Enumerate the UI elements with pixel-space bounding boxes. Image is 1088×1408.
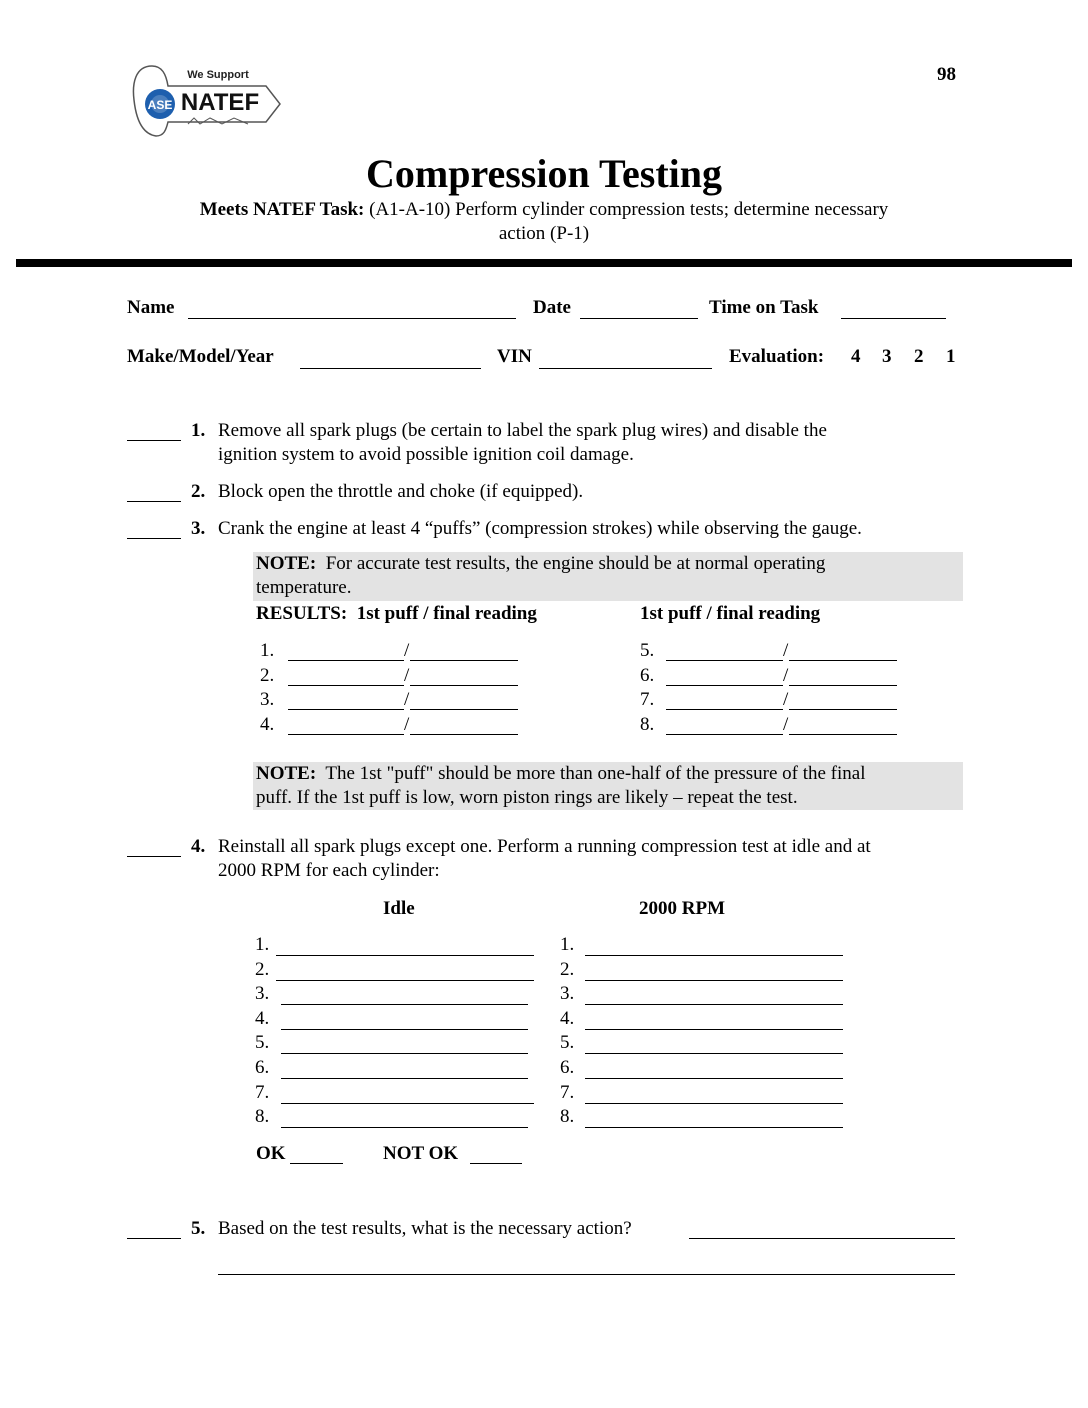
make-model-year-field[interactable] bbox=[300, 350, 481, 369]
cylinder-2-label: 2. bbox=[260, 665, 275, 686]
cylinder-5-first-puff-field[interactable] bbox=[666, 644, 783, 661]
rpm-cylinder-1-label: 1. bbox=[560, 934, 575, 955]
cylinder-7-separator: / bbox=[783, 689, 789, 710]
idle-cylinder-3-label: 3. bbox=[255, 983, 270, 1004]
cylinder-6-first-puff-field[interactable] bbox=[666, 669, 783, 686]
cylinder-4-final-reading-field[interactable] bbox=[410, 718, 518, 735]
svg-text:We Support: We Support bbox=[187, 69, 249, 81]
results-right-header: 1st puff / final reading bbox=[640, 603, 821, 624]
page-number: 98 bbox=[937, 64, 956, 85]
cylinder-8-separator: / bbox=[783, 714, 789, 735]
rpm-cylinder-3-field[interactable] bbox=[585, 988, 843, 1005]
cylinder-8-first-puff-field[interactable] bbox=[666, 718, 783, 735]
rpm-cylinder-7-field[interactable] bbox=[585, 1087, 843, 1104]
idle-cylinder-4-label: 4. bbox=[255, 1008, 270, 1029]
note-1-line1: For accurate test results, the engine should be at normal operating bbox=[325, 553, 826, 574]
step-4-text bbox=[218, 835, 871, 883]
idle-cylinder-5-label: 5. bbox=[255, 1032, 270, 1053]
cylinder-4-label: 4. bbox=[260, 714, 275, 735]
rpm-cylinder-2-label: 2. bbox=[560, 959, 575, 980]
evaluation-option-4[interactable]: 4 bbox=[851, 346, 861, 367]
note-normal-temperature bbox=[253, 552, 963, 601]
evaluation-option-3[interactable]: 3 bbox=[882, 346, 892, 367]
cylinder-3-final-reading-field[interactable] bbox=[410, 693, 518, 710]
name-label: Name bbox=[127, 297, 175, 318]
cylinder-5-separator: / bbox=[783, 640, 789, 661]
svg-text:NATEF: NATEF bbox=[180, 89, 260, 116]
note-1-label: NOTE: bbox=[256, 553, 317, 574]
step-2-text: Block open the throttle and choke (if equipped). bbox=[218, 481, 584, 502]
rpm-cylinder-8-label: 8. bbox=[560, 1106, 575, 1127]
cylinder-5-label: 5. bbox=[640, 640, 655, 661]
cylinder-3-separator: / bbox=[404, 689, 410, 710]
idle-cylinder-2-label: 2. bbox=[255, 959, 270, 980]
make-model-year-label: Make/Model/Year bbox=[127, 346, 274, 367]
step-1-text bbox=[218, 419, 827, 467]
cylinder-2-final-reading-field[interactable] bbox=[410, 669, 518, 686]
cylinder-1-final-reading-field[interactable] bbox=[410, 644, 518, 661]
idle-cylinder-3-field[interactable] bbox=[281, 988, 528, 1005]
idle-cylinder-8-label: 8. bbox=[255, 1106, 270, 1127]
idle-header: Idle bbox=[383, 898, 415, 919]
note-1-line2: temperature. bbox=[256, 577, 352, 598]
rpm-cylinder-8-field[interactable] bbox=[585, 1111, 843, 1128]
cylinder-1-label: 1. bbox=[260, 640, 275, 661]
rpm-cylinder-5-field[interactable] bbox=[585, 1037, 843, 1054]
cylinder-7-first-puff-field[interactable] bbox=[666, 693, 783, 710]
step-5-check-blank[interactable] bbox=[127, 1222, 181, 1239]
results-header-left bbox=[256, 603, 537, 625]
results-left-header: 1st puff / final reading bbox=[356, 603, 537, 624]
step-1-line1: Remove all spark plugs (be certain to label the spark plug wires) and disable the bbox=[218, 420, 827, 441]
idle-cylinder-7-label: 7. bbox=[255, 1082, 270, 1103]
step-4-number: 4. bbox=[191, 836, 206, 857]
cylinder-8-label: 8. bbox=[640, 714, 655, 735]
cylinder-6-label: 6. bbox=[640, 665, 655, 686]
time-on-task-field[interactable] bbox=[841, 300, 946, 319]
rpm-cylinder-5-label: 5. bbox=[560, 1032, 575, 1053]
vin-label: VIN bbox=[497, 346, 532, 367]
not-ok-blank[interactable] bbox=[470, 1147, 522, 1164]
step-3-number: 3. bbox=[191, 518, 206, 539]
cylinder-1-first-puff-field[interactable] bbox=[288, 644, 404, 661]
step-2-number: 2. bbox=[191, 481, 206, 502]
step-3-text: Crank the engine at least 4 “puffs” (compression strokes) while observing the gauge. bbox=[218, 518, 862, 539]
rpm-cylinder-4-field[interactable] bbox=[585, 1013, 843, 1030]
cylinder-8-final-reading-field[interactable] bbox=[789, 718, 897, 735]
idle-cylinder-6-label: 6. bbox=[255, 1057, 270, 1078]
rpm-cylinder-4-label: 4. bbox=[560, 1008, 575, 1029]
idle-cylinder-6-field[interactable] bbox=[281, 1062, 528, 1079]
cylinder-6-separator: / bbox=[783, 665, 789, 686]
necessary-action-field-line2[interactable] bbox=[218, 1258, 955, 1275]
rpm-2000-header: 2000 RPM bbox=[639, 898, 726, 919]
subtitle-label: Meets NATEF Task: bbox=[199, 199, 365, 220]
cylinder-1-separator: / bbox=[404, 640, 410, 661]
rpm-cylinder-6-field[interactable] bbox=[585, 1062, 843, 1079]
page-title: Compression Testing bbox=[365, 151, 722, 196]
idle-cylinder-7-field[interactable] bbox=[281, 1087, 534, 1104]
rpm-cylinder-2-field[interactable] bbox=[585, 964, 843, 981]
step-1-line2: ignition system to avoid possible ignition coil damage. bbox=[218, 444, 634, 465]
idle-cylinder-5-field[interactable] bbox=[281, 1037, 528, 1054]
cylinder-2-first-puff-field[interactable] bbox=[288, 669, 404, 686]
cylinder-6-final-reading-field[interactable] bbox=[789, 669, 897, 686]
cylinder-4-separator: / bbox=[404, 714, 410, 735]
note-2-label: NOTE: bbox=[256, 763, 317, 784]
step-1-number: 1. bbox=[191, 420, 206, 441]
step-4-check-blank[interactable] bbox=[127, 840, 181, 857]
step-5-number: 5. bbox=[191, 1218, 206, 1239]
date-field[interactable] bbox=[580, 300, 698, 319]
necessary-action-field[interactable] bbox=[689, 1222, 955, 1239]
rpm-cylinder-7-label: 7. bbox=[560, 1082, 575, 1103]
note-first-puff bbox=[253, 762, 963, 810]
ok-label: OK bbox=[256, 1143, 286, 1164]
svg-text:ASE: ASE bbox=[147, 98, 173, 112]
ase-natef-logo bbox=[130, 60, 295, 142]
note-2-line2: puff. If the 1st puff is low, worn piston rings are likely – repeat the test. bbox=[256, 787, 798, 808]
date-label: Date bbox=[533, 297, 571, 318]
subtitle-line1: (A1-A-10) Perform cylinder compression tests; determine necessary bbox=[369, 199, 889, 220]
step-3-check-blank[interactable] bbox=[127, 522, 181, 539]
cylinder-4-first-puff-field[interactable] bbox=[288, 718, 404, 735]
time-on-task-label: Time on Task bbox=[709, 297, 819, 318]
cylinder-7-label: 7. bbox=[640, 689, 655, 710]
not-ok-label: NOT OK bbox=[383, 1143, 459, 1164]
idle-cylinder-4-field[interactable] bbox=[281, 1013, 528, 1030]
step-1-check-blank[interactable] bbox=[127, 424, 181, 441]
step-4-line2: 2000 RPM for each cylinder: bbox=[218, 860, 440, 881]
ase-natef-key-logo-icon bbox=[130, 60, 295, 142]
cylinder-2-separator: / bbox=[404, 665, 410, 686]
step-2-check-blank[interactable] bbox=[127, 485, 181, 502]
name-field[interactable] bbox=[188, 300, 516, 319]
idle-cylinder-1-label: 1. bbox=[255, 934, 270, 955]
evaluation-option-2[interactable]: 2 bbox=[914, 346, 924, 367]
subtitle-line2: action (P-1) bbox=[498, 223, 590, 244]
header-divider bbox=[16, 259, 1072, 267]
cylinder-3-first-puff-field[interactable] bbox=[288, 693, 404, 710]
ok-blank[interactable] bbox=[290, 1147, 343, 1164]
rpm-cylinder-6-label: 6. bbox=[560, 1057, 575, 1078]
step-5-text: Based on the test results, what is the necessary action? bbox=[218, 1218, 632, 1239]
results-label: RESULTS: bbox=[256, 603, 348, 624]
vin-field[interactable] bbox=[539, 350, 712, 369]
idle-cylinder-1-field[interactable] bbox=[276, 939, 534, 956]
cylinder-3-label: 3. bbox=[260, 689, 275, 710]
rpm-cylinder-3-label: 3. bbox=[560, 983, 575, 1004]
evaluation-label: Evaluation: bbox=[729, 346, 825, 367]
rpm-cylinder-1-field[interactable] bbox=[585, 939, 843, 956]
cylinder-5-final-reading-field[interactable] bbox=[789, 644, 897, 661]
idle-cylinder-8-field[interactable] bbox=[281, 1111, 528, 1128]
natef-task-subtitle bbox=[140, 198, 948, 246]
note-2-line1: The 1st "puff" should be more than one-half of the pressure of the final bbox=[325, 763, 866, 784]
cylinder-7-final-reading-field[interactable] bbox=[789, 693, 897, 710]
idle-cylinder-2-field[interactable] bbox=[276, 964, 534, 981]
step-4-line1: Reinstall all spark plugs except one. Perform a running compression test at idle and at bbox=[218, 836, 871, 857]
evaluation-option-1[interactable]: 1 bbox=[946, 346, 956, 367]
